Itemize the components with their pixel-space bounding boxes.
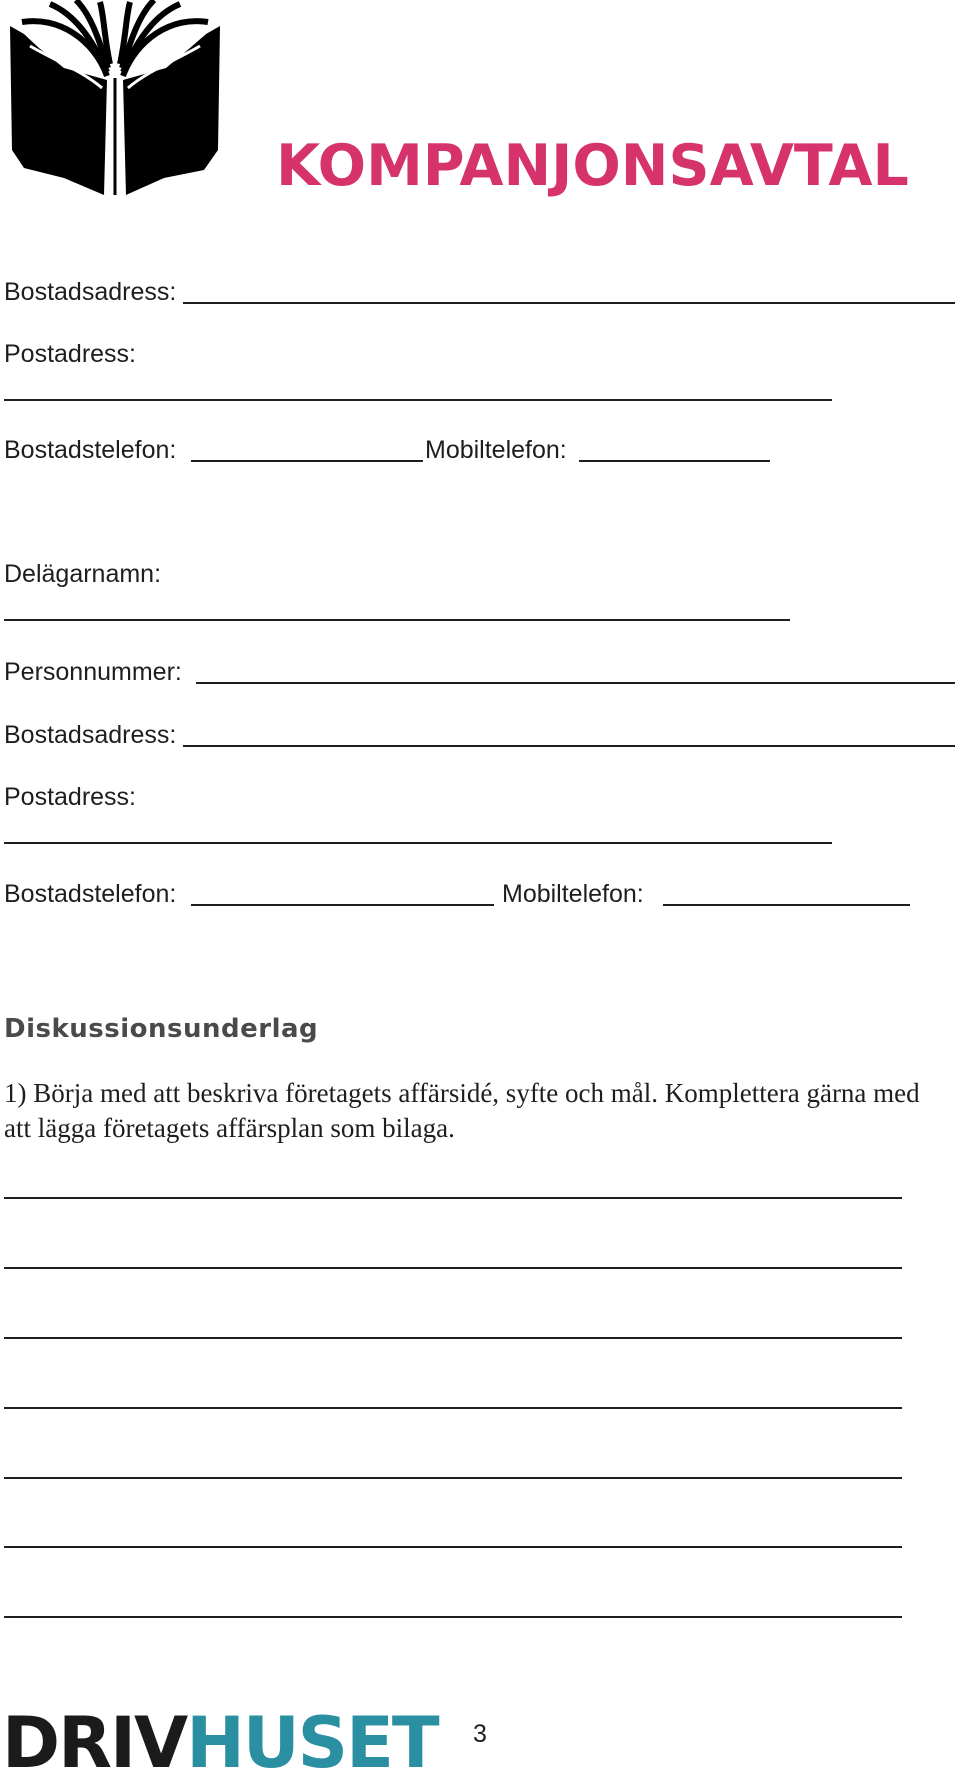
- home-phone-line-2[interactable]: [191, 904, 494, 906]
- answer-line[interactable]: [4, 1477, 902, 1479]
- answer-line[interactable]: [4, 1407, 902, 1409]
- brand-logo: [2, 1702, 438, 1784]
- page-number: 3: [473, 1720, 487, 1748]
- question-text: 1) Börja med att beskriva företagets affärsidé, syfte och mål. Komplettera gärna med att lägga företagets affärsplan som bilaga.: [4, 1078, 920, 1143]
- personal-number-label: Personnummer:: [4, 658, 182, 686]
- answer-line[interactable]: [4, 1197, 902, 1199]
- section-heading: Diskussionsunderlag: [4, 1014, 319, 1044]
- answer-line[interactable]: [4, 1546, 902, 1548]
- answer-line[interactable]: [4, 1337, 902, 1339]
- answer-line[interactable]: [4, 1267, 902, 1269]
- mobile-phone-line[interactable]: [579, 460, 770, 462]
- home-phone-label: Bostadstelefon:: [4, 436, 177, 464]
- owner-name-label: Delägarnamn:: [4, 560, 162, 588]
- home-phone-line[interactable]: [191, 460, 423, 462]
- address-label-2: Bostadsadress:: [4, 721, 177, 749]
- address-label: Bostadsadress:: [4, 278, 177, 306]
- postal-address-label-2: Postadress:: [4, 783, 137, 811]
- mobile-phone-line-2[interactable]: [663, 904, 910, 906]
- postal-address-line[interactable]: [4, 399, 832, 401]
- brand-logo-part-2: HUSET: [186, 1702, 438, 1784]
- answer-line[interactable]: [4, 1616, 902, 1618]
- postal-address-line-2[interactable]: [4, 842, 832, 844]
- personal-number-line[interactable]: [196, 682, 955, 684]
- open-book-icon: [4, 0, 226, 195]
- mobile-phone-label: Mobiltelefon:: [425, 436, 567, 464]
- mobile-phone-label-2: Mobiltelefon:: [502, 880, 644, 908]
- page-title: KOMPANJONSAVTAL: [276, 133, 909, 199]
- postal-address-label: Postadress:: [4, 340, 137, 368]
- address-line[interactable]: [183, 302, 955, 304]
- brand-logo-part-1: DRIV: [2, 1702, 187, 1784]
- home-phone-label-2: Bostadstelefon:: [4, 880, 177, 908]
- address-line-2[interactable]: [183, 745, 955, 747]
- owner-name-line[interactable]: [4, 619, 790, 621]
